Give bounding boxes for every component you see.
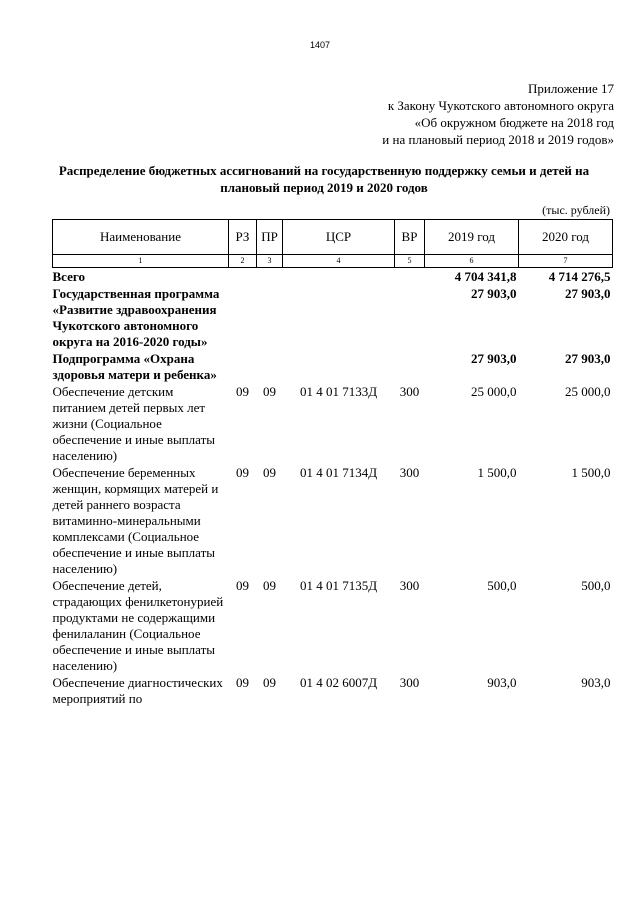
row-vr xyxy=(395,285,425,350)
row-csr xyxy=(283,350,395,383)
appendix-line: Приложение 17 xyxy=(527,81,614,96)
row-pr xyxy=(257,268,283,286)
row-csr: 01 4 01 7133Д xyxy=(299,384,378,399)
row-2020: 4 714 276,5 xyxy=(548,269,611,284)
column-number: 1 xyxy=(53,255,229,268)
row-vr: 300 xyxy=(399,578,420,593)
row-vr: 300 xyxy=(399,465,420,480)
header-row xyxy=(53,220,613,255)
row-2019: 27 903,0 xyxy=(471,351,517,366)
units-label: (тыс. рублей) xyxy=(542,203,610,217)
header-cell: Наименование xyxy=(53,220,229,255)
row-pr: 09 xyxy=(263,384,276,399)
row-csr xyxy=(283,285,395,350)
table-row xyxy=(53,350,613,383)
column-number: 6 xyxy=(425,255,519,268)
table-row xyxy=(53,674,613,707)
column-number: 4 xyxy=(283,255,395,268)
row-rz xyxy=(229,285,257,350)
header-cell: ВР xyxy=(395,220,425,255)
row-2020: 903,0 xyxy=(581,675,611,690)
row-2019: 4 704 341,8 xyxy=(454,269,517,284)
row-name: Подпрограмма «Охрана здоровья матери и ребенка» xyxy=(52,351,217,382)
row-2020: 27 903,0 xyxy=(565,286,611,301)
row-vr xyxy=(395,268,425,286)
row-2020: 27 903,0 xyxy=(565,351,611,366)
column-number: 5 xyxy=(395,255,425,268)
row-csr: 01 4 01 7134Д xyxy=(299,465,378,480)
row-vr xyxy=(395,350,425,383)
column-number-row xyxy=(53,255,613,268)
column-number: 7 xyxy=(519,255,613,268)
appendix-block xyxy=(194,80,614,148)
row-pr xyxy=(257,350,283,383)
row-csr: 01 4 02 6007Д xyxy=(299,675,378,690)
row-2019: 27 903,0 xyxy=(471,286,517,301)
appendix-line: и на плановый период 2018 и 2019 годов» xyxy=(382,132,614,147)
row-pr: 09 xyxy=(263,465,276,480)
row-rz: 09 xyxy=(236,675,249,690)
appendix-line: «Об окружном бюджете на 2018 год xyxy=(414,115,614,130)
row-rz xyxy=(229,268,257,286)
appendix-line: к Закону Чукотского автономного округа xyxy=(387,98,614,113)
row-pr: 09 xyxy=(263,578,276,593)
document-title: Распределение бюджетных ассигнований на государственную поддержку семьи и детей на плановый период 2019 и 2020 годов xyxy=(58,163,590,195)
page-number: 1407 xyxy=(309,40,331,50)
table-row xyxy=(53,268,613,286)
row-rz xyxy=(229,350,257,383)
row-rz: 09 xyxy=(236,384,249,399)
row-name: Всего xyxy=(52,269,85,284)
row-2020: 25 000,0 xyxy=(565,384,611,399)
header-cell: 2019 год xyxy=(425,220,519,255)
row-pr xyxy=(257,285,283,350)
row-2020: 500,0 xyxy=(581,578,611,593)
row-2019: 25 000,0 xyxy=(471,384,517,399)
row-2019: 903,0 xyxy=(487,675,517,690)
row-vr: 300 xyxy=(399,675,420,690)
header-cell: 2020 год xyxy=(519,220,613,255)
row-vr: 300 xyxy=(399,384,420,399)
table-row xyxy=(53,464,613,577)
column-number: 2 xyxy=(229,255,257,268)
row-2019: 500,0 xyxy=(487,578,517,593)
budget-table xyxy=(52,219,613,707)
row-name: Государственная программа «Развитие здравоохранения Чукотского автономного округа на 2016-2020 годы» xyxy=(52,286,220,349)
row-name: Обеспечение беременных женщин, кормящих матерей и детей раннего возраста витаминно-минеральными комплексами (Социальное обеспечение и иные выплаты населению) xyxy=(52,465,219,576)
header-cell: ЦСР xyxy=(283,220,395,255)
row-rz: 09 xyxy=(236,578,249,593)
header-cell: ПР xyxy=(257,220,283,255)
row-name: Обеспечение диагностических мероприятий по xyxy=(52,675,223,706)
table-row xyxy=(53,577,613,674)
row-csr: 01 4 01 7135Д xyxy=(299,578,378,593)
header-cell: РЗ xyxy=(229,220,257,255)
row-pr: 09 xyxy=(263,675,276,690)
row-rz: 09 xyxy=(236,465,249,480)
row-2020: 1 500,0 xyxy=(571,465,611,480)
column-number: 3 xyxy=(257,255,283,268)
row-name: Обеспечение детей, страдающих фенилкетонурией продуктами не содержащими фенилаланин (Социальное обеспечение и иные выплаты населению) xyxy=(52,578,224,673)
table-row xyxy=(53,383,613,464)
row-csr xyxy=(283,268,395,286)
row-2019: 1 500,0 xyxy=(477,465,517,480)
row-name: Обеспечение детским питанием детей первых лет жизни (Социальное обеспечение и иные выплаты населению) xyxy=(52,384,215,463)
table-row xyxy=(53,285,613,350)
